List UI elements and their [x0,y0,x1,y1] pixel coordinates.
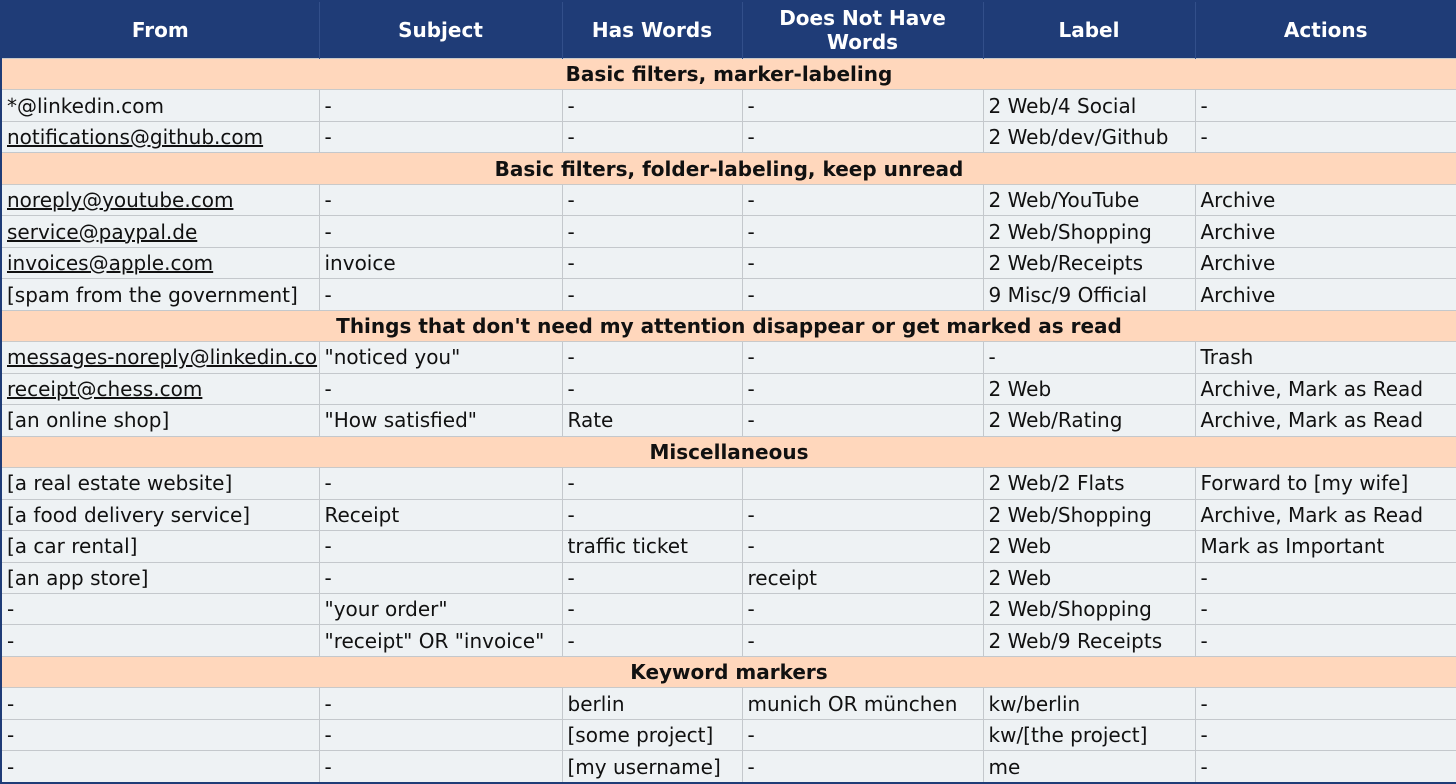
actions-cell: Archive [1195,279,1456,310]
table-row [1,499,1456,530]
table-row [1,373,1456,404]
has-words-cell: - [562,184,742,215]
not-words-cell: receipt [742,562,983,593]
actions-cell: - [1195,593,1456,624]
label-cell: 2 Web/Receipts [983,247,1195,278]
not-words-cell: - [742,751,983,783]
from-cell: [an online shop] [1,405,319,436]
subject-cell: - [319,562,562,593]
sender-email-link[interactable]: receipt@chess.com [1,373,319,404]
header-actions: Actions [1195,1,1456,59]
has-words-cell: [my username] [562,751,742,783]
section-title: Miscellaneous [1,436,1456,467]
from-cell: [a food delivery service] [1,499,319,530]
label-cell: 2 Web/2 Flats [983,468,1195,499]
actions-cell: Archive [1195,247,1456,278]
has-words-cell: - [562,468,742,499]
subject-cell: Receipt [319,499,562,530]
has-words-cell: - [562,373,742,404]
not-words-cell [742,468,983,499]
label-cell: 2 Web/Shopping [983,499,1195,530]
label-cell: 2 Web/9 Receipts [983,625,1195,656]
label-cell: me [983,751,1195,783]
from-cell: - [1,688,319,719]
from-cell: - [1,751,319,783]
sender-email-link[interactable]: noreply@youtube.com [1,184,319,215]
not-words-cell: - [742,531,983,562]
label-cell: 2 Web/4 Social [983,90,1195,121]
section-header-row [1,153,1456,184]
label-cell: 2 Web [983,562,1195,593]
has-words-cell: - [562,625,742,656]
not-words-cell: - [742,719,983,750]
label-cell: 2 Web/Shopping [983,593,1195,624]
actions-cell: - [1195,90,1456,121]
not-words-cell: - [742,499,983,530]
from-cell: [an app store] [1,562,319,593]
table-body [1,59,1456,784]
section-title: Keyword markers [1,656,1456,687]
section-header-row [1,59,1456,90]
label-cell: 2 Web [983,373,1195,404]
actions-cell: Archive [1195,184,1456,215]
has-words-cell: Rate [562,405,742,436]
subject-cell: - [319,751,562,783]
subject-cell: - [319,468,562,499]
actions-cell: Archive, Mark as Read [1195,499,1456,530]
label-cell: 2 Web/Shopping [983,216,1195,247]
actions-cell: - [1195,562,1456,593]
from-cell: - [1,719,319,750]
from-cell: [a real estate website] [1,468,319,499]
not-words-cell: - [742,279,983,310]
header-subject: Subject [319,1,562,59]
has-words-cell: - [562,216,742,247]
subject-cell: - [319,121,562,152]
table-row [1,216,1456,247]
has-words-cell: - [562,342,742,373]
has-words-cell: berlin [562,688,742,719]
label-cell: 2 Web [983,531,1195,562]
from-cell: [spam from the government] [1,279,319,310]
section-header-row [1,656,1456,687]
table-row [1,751,1456,783]
not-words-cell: - [742,121,983,152]
has-words-cell: - [562,247,742,278]
actions-cell: - [1195,688,1456,719]
header-from: From [1,1,319,59]
table-row [1,121,1456,152]
actions-cell: Mark as Important [1195,531,1456,562]
table-row [1,719,1456,750]
sender-email-link[interactable]: invoices@apple.com [1,247,319,278]
from-cell: *@linkedin.com [1,90,319,121]
actions-cell: - [1195,625,1456,656]
not-words-cell: - [742,184,983,215]
not-words-cell: - [742,342,983,373]
from-cell: - [1,625,319,656]
not-words-cell: - [742,247,983,278]
has-words-cell: - [562,562,742,593]
table-row [1,531,1456,562]
has-words-cell: [some project] [562,719,742,750]
has-words-cell: - [562,279,742,310]
not-words-cell: - [742,405,983,436]
label-cell: - [983,342,1195,373]
from-cell: [a car rental] [1,531,319,562]
actions-cell: - [1195,719,1456,750]
section-header-row [1,436,1456,467]
actions-cell: Archive, Mark as Read [1195,405,1456,436]
actions-cell: Archive, Mark as Read [1195,373,1456,404]
actions-cell: - [1195,751,1456,783]
sender-email-link[interactable]: messages-noreply@linkedin.co [1,342,319,373]
has-words-cell: - [562,90,742,121]
subject-cell: - [319,216,562,247]
actions-cell: Forward to [my wife] [1195,468,1456,499]
table-row [1,625,1456,656]
subject-cell: - [319,531,562,562]
label-cell: kw/[the project] [983,719,1195,750]
not-words-cell: - [742,625,983,656]
subject-cell: - [319,279,562,310]
table-row [1,90,1456,121]
subject-cell: - [319,719,562,750]
table-row [1,593,1456,624]
from-cell: - [1,593,319,624]
not-words-cell: - [742,216,983,247]
section-title: Basic filters, marker-labeling [1,59,1456,90]
subject-cell: - [319,373,562,404]
actions-cell: - [1195,121,1456,152]
subject-cell: invoice [319,247,562,278]
actions-cell: Archive [1195,216,1456,247]
not-words-cell: - [742,90,983,121]
label-cell: 9 Misc/9 Official [983,279,1195,310]
table-header [1,1,1456,59]
table-row [1,468,1456,499]
table-row [1,562,1456,593]
actions-cell: Trash [1195,342,1456,373]
subject-cell: "your order" [319,593,562,624]
label-cell: 2 Web/YouTube [983,184,1195,215]
not-words-cell: munich OR münchen [742,688,983,719]
sender-email-link[interactable]: service@paypal.de [1,216,319,247]
table-row [1,279,1456,310]
header-has-words: Has Words [562,1,742,59]
header-row [1,1,1456,59]
subject-cell: - [319,90,562,121]
subject-cell: "noticed you" [319,342,562,373]
has-words-cell: - [562,499,742,530]
section-title: Things that don't need my attention disappear or get marked as read [1,310,1456,341]
sender-email-link[interactable]: notifications@github.com [1,121,319,152]
header-label: Label [983,1,1195,59]
subject-cell: - [319,184,562,215]
header-does-not-have-words: Does Not Have Words [742,1,983,59]
has-words-cell: - [562,121,742,152]
table-row [1,184,1456,215]
table-row [1,247,1456,278]
subject-cell: "How satisfied" [319,405,562,436]
not-words-cell: - [742,593,983,624]
section-header-row [1,310,1456,341]
label-cell: 2 Web/Rating [983,405,1195,436]
table-row [1,342,1456,373]
not-words-cell: - [742,373,983,404]
table-row [1,688,1456,719]
subject-cell: "receipt" OR "invoice" [319,625,562,656]
table-row [1,405,1456,436]
label-cell: kw/berlin [983,688,1195,719]
has-words-cell: - [562,593,742,624]
has-words-cell: traffic ticket [562,531,742,562]
label-cell: 2 Web/dev/Github [983,121,1195,152]
subject-cell: - [319,688,562,719]
section-title: Basic filters, folder-labeling, keep unread [1,153,1456,184]
